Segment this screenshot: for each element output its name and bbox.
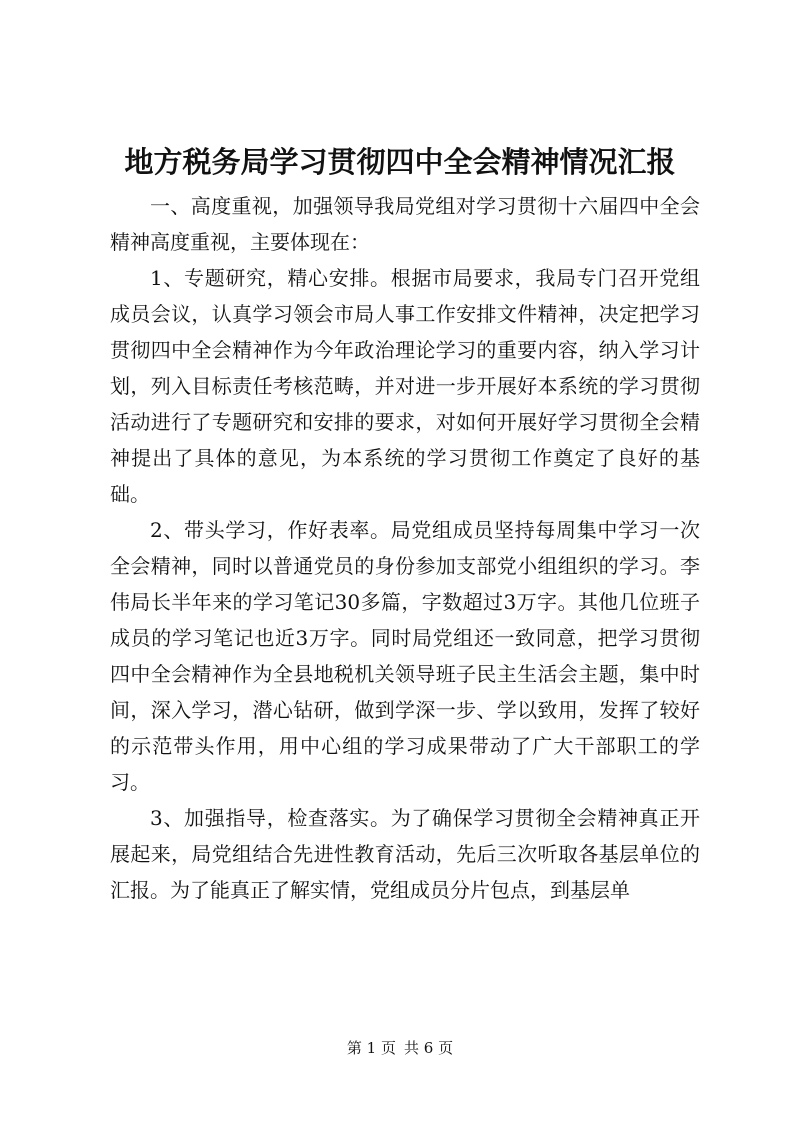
document-body: [110, 188, 700, 908]
paragraph-item-2: 2、带头学习，作好表率。局党组成员坚持每周集中学习一次全会精神，同时以普通党员的身份参加支部党小组组织的学习。李伟局长半年来的学习笔记30多篇，字数超过3万字。其他几位班子成员的学习笔记也近3万字。同时局党组还一致同意，把学习贯彻四中全会精神作为全县地税机关领导班子民主生活会主题，集中时间，深入学习，潜心钻研，做到学深一步、学以致用，发挥了较好的示范带头作用，用中心组的学习成果带动了广大干部职工的学习。: [110, 518, 700, 794]
document-title: 地方税务局学习贯彻四中全会精神情况汇报: [124, 145, 676, 179]
paragraph-item-1: 1、专题研究，精心安排。根据市局要求，我局专门召开党组成员会议，认真学习领会市局人事工作安排文件精神，决定把学习贯彻四中全会精神作为今年政治理论学习的重要内容，纳入学习计划，列入目标责任考核范畴，并对进一步开展好本系统的学习贯彻活动进行了专题研究和安排的要求，对如何开展好学习贯彻全会精神提出了具体的意见，为本系统的学习贯彻工作奠定了良好的基础。: [110, 266, 700, 506]
page-footer: [0, 1036, 800, 1060]
page-total-label: 共 6 页: [404, 1039, 454, 1057]
paragraph-section-one-heading: 一、高度重视，加强领导我局党组对学习贯彻十六届四中全会精神高度重视，主要体现在：: [110, 194, 700, 254]
paragraph-item-3: 3、加强指导，检查落实。为了确保学习贯彻全会精神真正开展起来，局党组结合先进性教育活动，先后三次听取各基层单位的汇报。为了能真正了解实情，党组成员分片包点，到基层单: [110, 806, 700, 902]
page-number-label: 第 1 页: [346, 1039, 396, 1057]
